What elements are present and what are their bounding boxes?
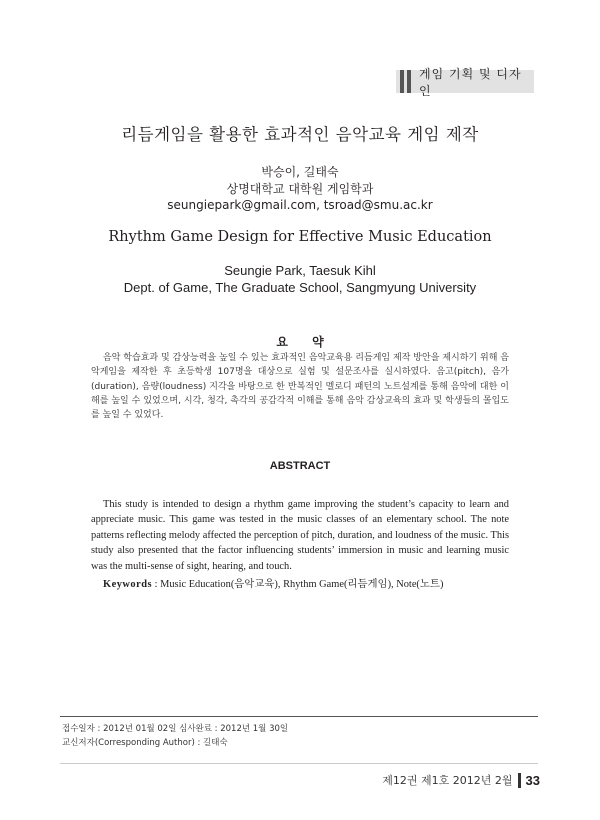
authors-english: Seungie Park, Taesuk Kihl [224, 263, 376, 278]
abstract-english-text: This study is intended to design a rhythm game improving the student’s capacity to learn and appreciate music. This game was tested in the music classes of an elementary school. The note patterns reflecting melody affected the perception of pitch, duration, and loudness of the music. This study also presented that the factor influencing students’ immersion in music and learning music was the multi-sense of sight, hearing, and touch. [91, 499, 509, 572]
keywords-label: Keywords [103, 579, 153, 590]
abstract-korean-text: 음악 학습효과 및 감상능력을 높일 수 있는 효과적인 음악교육용 리듬게임 제작 방안을 제시하기 위해 음악게임을 제작한 후 초등학생 107명을 대상으로 실험 및 설문조사를 실시하였다. 음고(pitch), 음가(duration), 음량(loudness) 지각을 바탕으로 한 반복적인 멜로디 패턴의 노트설계를 통해 음악에 대한 이해를 높일 수 있었으며, 시각, 청각, 촉각의 공감각적 이해를 통해 음악 감상교육의 효과 및 학생들의 몰입도를 높일 수 있었다. [91, 353, 509, 421]
journal-issue: 제12권 제1호 2012년 2월 [382, 774, 513, 787]
affiliation-english: Dept. of Game, The Graduate School, Sangmyung University [123, 280, 477, 295]
affiliation-korean: 상명대학교 대학원 게임학과 [226, 182, 374, 196]
section-tag [396, 66, 534, 98]
footnote-corresponding-author: 교신저자(Corresponding Author) : 길태숙 [62, 738, 228, 748]
page-footer [382, 772, 540, 788]
paper-title-korean: 리듬게임을 활용한 효과적인 음악교육 게임 제작 [121, 125, 479, 144]
footer-bar-decoration [518, 773, 521, 788]
authors-korean: 박승이, 길태숙 [261, 165, 339, 179]
paper-title-english: Rhythm Game Design for Effective Music Education [108, 229, 492, 245]
tag-bars-decoration [400, 70, 411, 93]
keywords-line [103, 575, 513, 590]
abstract-korean-heading: 요 약 [276, 335, 334, 349]
footnote-divider [60, 716, 538, 717]
footnote-dates: 접수일자 : 2012년 01월 02일 심사완료 : 2012년 1월 30일 [62, 724, 289, 734]
footer-divider [60, 763, 538, 764]
abstract-english-heading: ABSTRACT [269, 460, 331, 472]
section-tag-label: 게임 기획 및 디자인 [419, 66, 522, 98]
keywords-text: : Music Education(음악교육), Rhythm Game(리듬게임), Note(노트) [152, 579, 444, 590]
author-emails: seungiepark@gmail.com, tsroad@smu.ac.kr [167, 198, 433, 212]
page-number: 33 [525, 772, 540, 788]
